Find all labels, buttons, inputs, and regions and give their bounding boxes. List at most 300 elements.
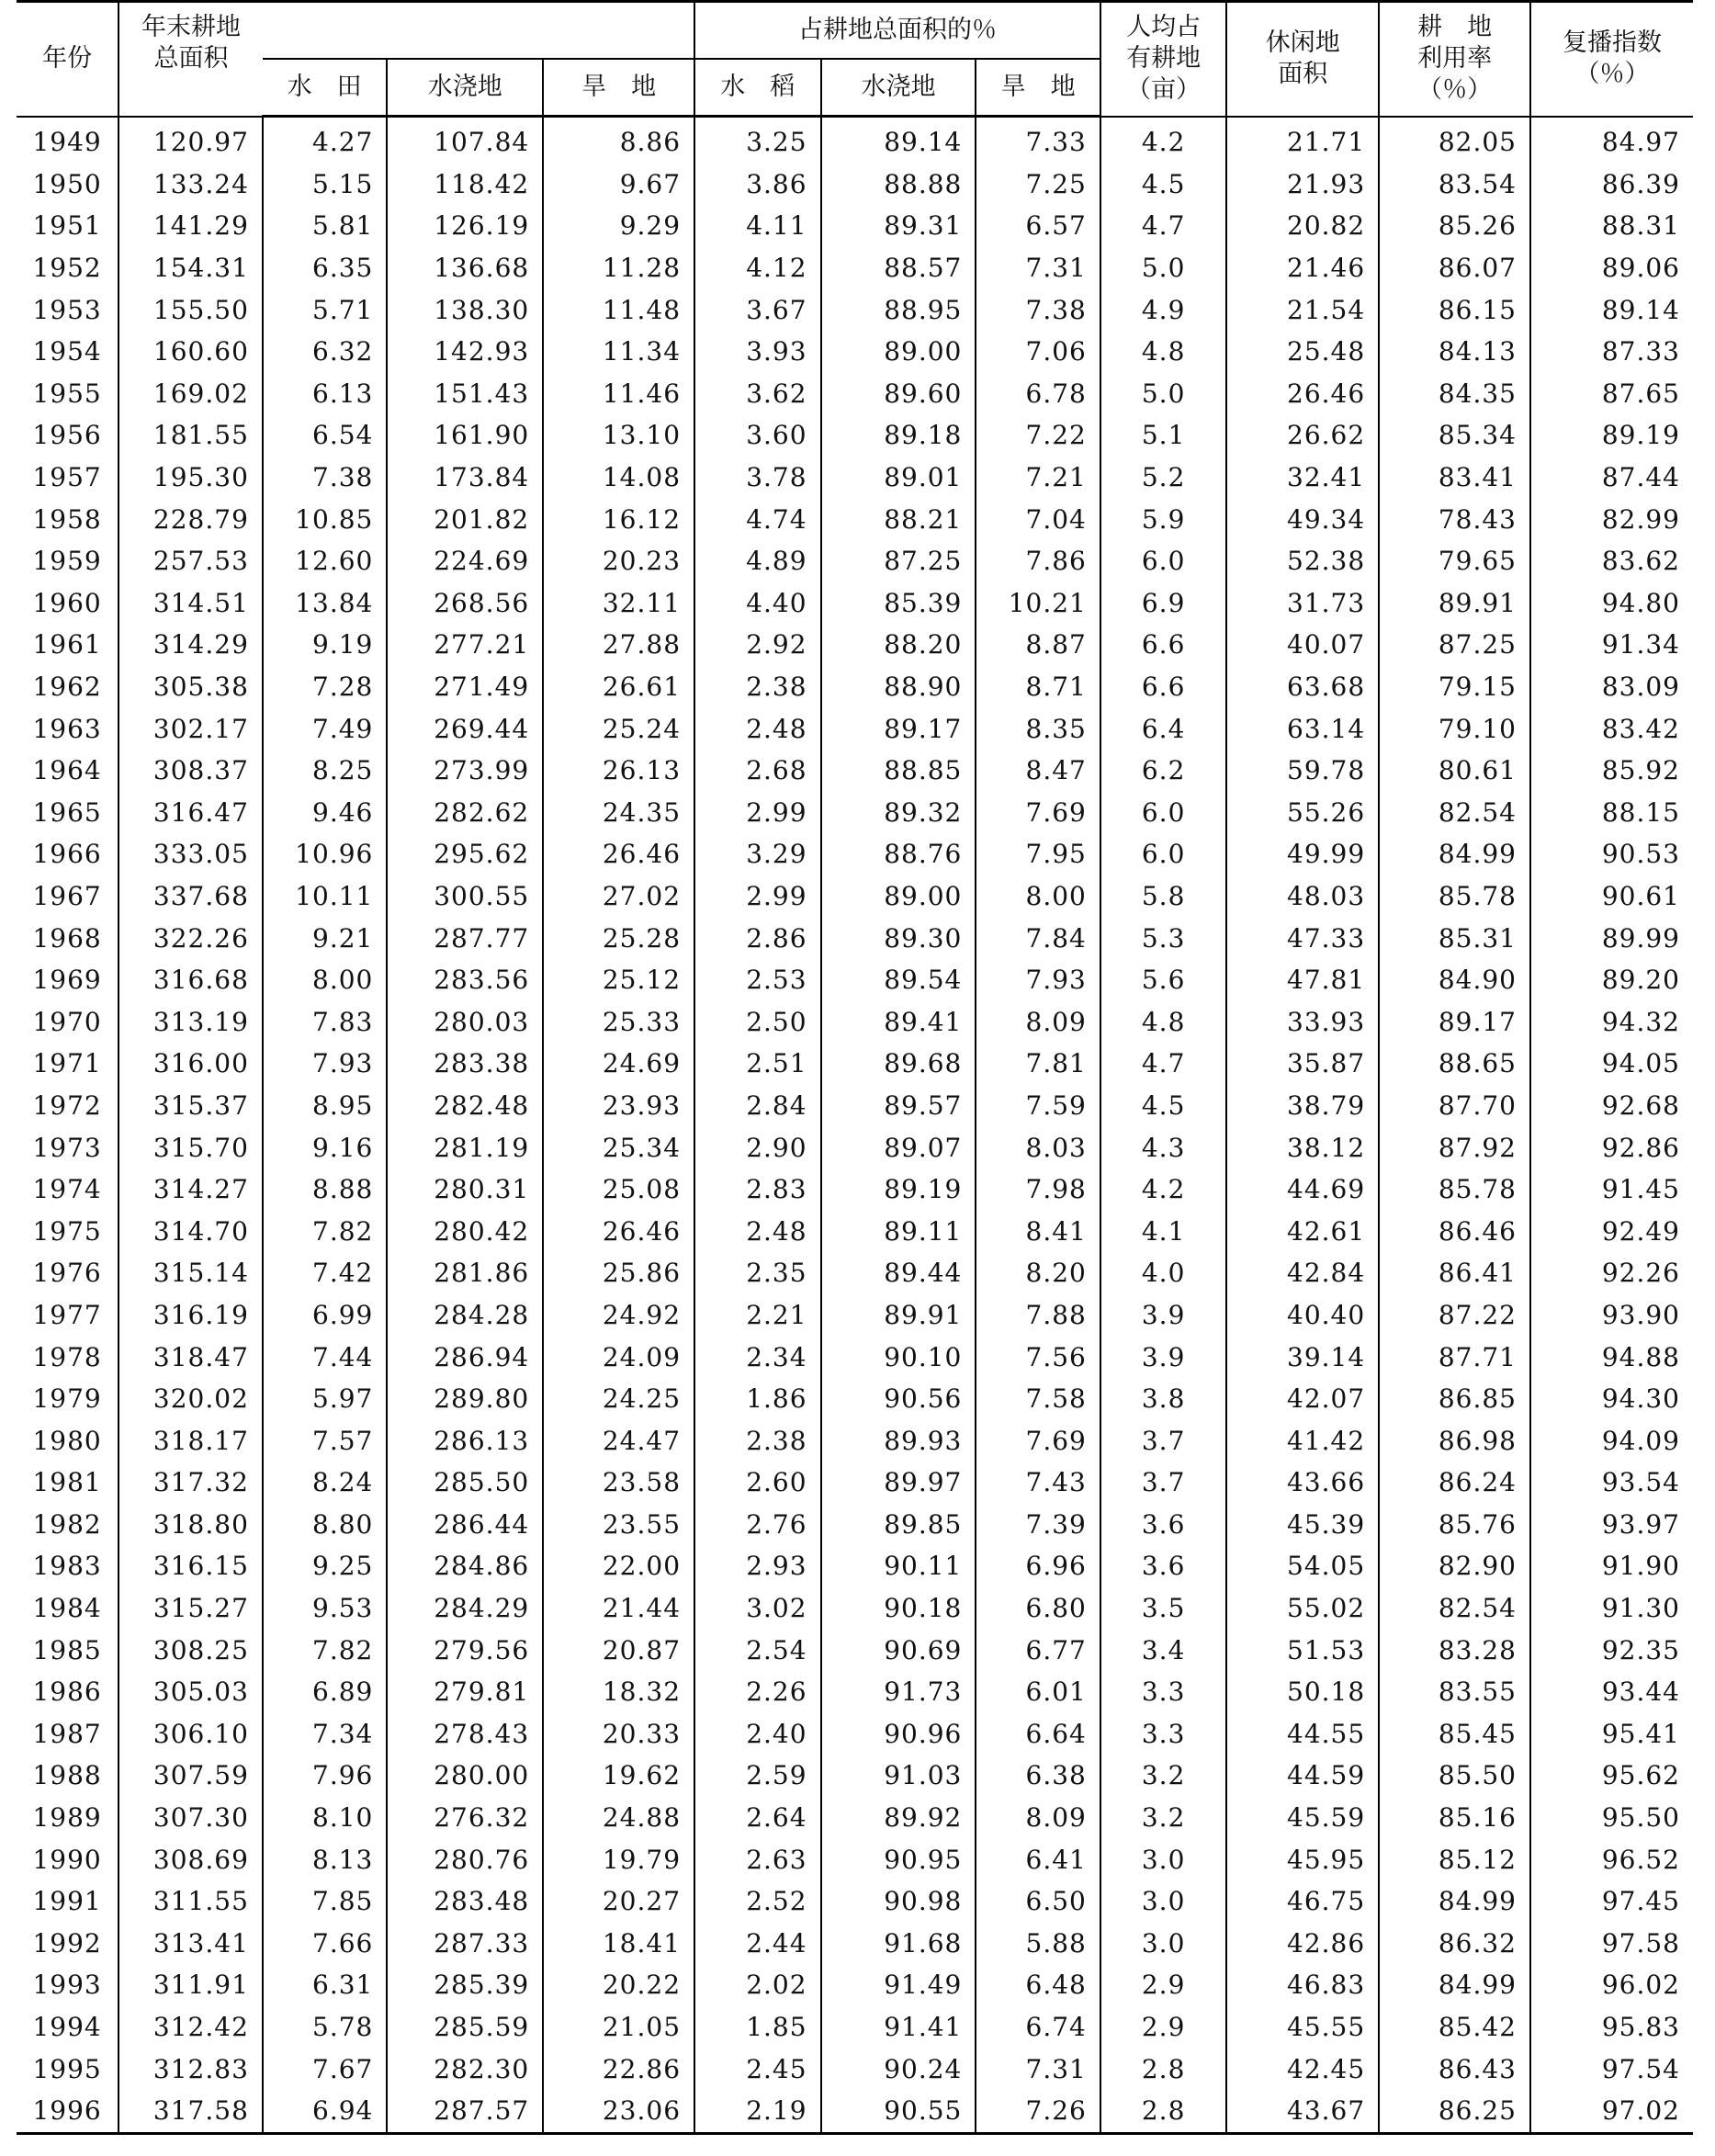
table-row — [17, 1419, 1693, 1462]
cell-multi-crop: 97.45 — [1530, 1880, 1693, 1923]
cell-fallow: 38.12 — [1226, 1126, 1379, 1168]
cell-multi-crop: 91.30 — [1530, 1587, 1693, 1630]
cell-pct-dry: 8.41 — [976, 1210, 1100, 1252]
cell-irrigated: 126.19 — [387, 205, 543, 247]
cell-multi-crop: 87.65 — [1530, 373, 1693, 415]
cell-year: 1955 — [17, 373, 118, 415]
cell-multi-crop: 91.45 — [1530, 1168, 1693, 1211]
cell-utilization: 83.54 — [1379, 164, 1530, 206]
cell-paddy: 7.82 — [263, 1210, 387, 1252]
cell-year: 1964 — [17, 750, 118, 792]
cell-dry: 25.33 — [543, 1000, 694, 1043]
cell-per-capita: 2.8 — [1100, 2090, 1227, 2133]
cell-pct-rice: 2.53 — [694, 959, 821, 1001]
cell-paddy: 6.35 — [263, 247, 387, 289]
cell-pct-dry: 6.57 — [976, 205, 1100, 247]
cell-year: 1969 — [17, 959, 118, 1001]
cell-paddy: 5.97 — [263, 1378, 387, 1420]
cell-fallow: 39.14 — [1226, 1336, 1379, 1378]
table-row — [17, 205, 1693, 247]
table-row — [17, 1462, 1693, 1504]
cell-year: 1963 — [17, 707, 118, 750]
cell-dry: 27.02 — [543, 875, 694, 918]
cell-multi-crop: 89.19 — [1530, 414, 1693, 457]
cell-per-capita: 3.3 — [1100, 1671, 1227, 1713]
table-row — [17, 1964, 1693, 2006]
cell-irrigated: 269.44 — [387, 707, 543, 750]
cell-per-capita: 3.4 — [1100, 1629, 1227, 1671]
cell-year: 1991 — [17, 1880, 118, 1923]
cell-total-area: 317.32 — [118, 1462, 263, 1504]
cell-pct-dry: 7.93 — [976, 959, 1100, 1001]
cell-year: 1957 — [17, 457, 118, 499]
cell-utilization: 85.50 — [1379, 1755, 1530, 1797]
cell-year: 1977 — [17, 1294, 118, 1337]
cell-total-area: 305.38 — [118, 666, 263, 708]
cell-year: 1987 — [17, 1713, 118, 1755]
cell-total-area: 314.27 — [118, 1168, 263, 1211]
cell-year: 1976 — [17, 1252, 118, 1294]
cell-total-area: 311.55 — [118, 1880, 263, 1923]
cell-year: 1956 — [17, 414, 118, 457]
cell-multi-crop: 96.02 — [1530, 1964, 1693, 2006]
cell-irrigated: 287.57 — [387, 2090, 543, 2133]
cell-utilization: 82.90 — [1379, 1545, 1530, 1587]
cell-total-area: 313.41 — [118, 1923, 263, 1965]
cell-fallow: 52.38 — [1226, 540, 1379, 582]
cell-year: 1973 — [17, 1126, 118, 1168]
cell-irrigated: 273.99 — [387, 750, 543, 792]
cell-pct-rice: 3.86 — [694, 164, 821, 206]
cell-dry: 18.32 — [543, 1671, 694, 1713]
cell-total-area: 315.37 — [118, 1085, 263, 1127]
table-row — [17, 1838, 1693, 1880]
cell-pct-rice: 3.62 — [694, 373, 821, 415]
cell-pct-dry: 7.31 — [976, 2048, 1100, 2090]
cell-irrigated: 285.59 — [387, 2006, 543, 2049]
table-row — [17, 1587, 1693, 1630]
cell-utilization: 79.65 — [1379, 540, 1530, 582]
table-row — [17, 2090, 1693, 2133]
cell-total-area: 306.10 — [118, 1713, 263, 1755]
cell-pct-irrigated: 91.03 — [821, 1755, 976, 1797]
cell-fallow: 38.79 — [1226, 1085, 1379, 1127]
cell-dry: 24.09 — [543, 1336, 694, 1378]
cell-year: 1958 — [17, 498, 118, 540]
cell-dry: 21.05 — [543, 2006, 694, 2049]
cell-utilization: 87.22 — [1379, 1294, 1530, 1337]
cell-dry: 24.92 — [543, 1294, 694, 1337]
cell-pct-dry: 6.41 — [976, 1838, 1100, 1880]
cell-irrigated: 161.90 — [387, 414, 543, 457]
cell-utilization: 89.17 — [1379, 1000, 1530, 1043]
cell-paddy: 6.99 — [263, 1294, 387, 1337]
cell-paddy: 6.32 — [263, 331, 387, 373]
cell-year: 1996 — [17, 2090, 118, 2133]
cell-total-area: 302.17 — [118, 707, 263, 750]
cell-fallow: 26.46 — [1226, 373, 1379, 415]
header-fallow: 休闲地 面积 — [1226, 2, 1379, 117]
cell-pct-dry: 7.22 — [976, 414, 1100, 457]
cell-multi-crop: 89.20 — [1530, 959, 1693, 1001]
cell-pct-irrigated: 89.44 — [821, 1252, 976, 1294]
cell-multi-crop: 93.97 — [1530, 1504, 1693, 1546]
cell-multi-crop: 92.26 — [1530, 1252, 1693, 1294]
cell-per-capita: 6.6 — [1100, 666, 1227, 708]
cell-paddy: 7.44 — [263, 1336, 387, 1378]
cell-fallow: 25.48 — [1226, 331, 1379, 373]
cell-pct-dry: 6.01 — [976, 1671, 1100, 1713]
cell-per-capita: 4.0 — [1100, 1252, 1227, 1294]
table-row — [17, 1168, 1693, 1211]
cell-per-capita: 4.5 — [1100, 164, 1227, 206]
cell-paddy: 7.85 — [263, 1880, 387, 1923]
cell-fallow: 43.67 — [1226, 2090, 1379, 2133]
cell-year: 1975 — [17, 1210, 118, 1252]
cell-pct-irrigated: 89.97 — [821, 1462, 976, 1504]
table-row — [17, 833, 1693, 875]
table-row — [17, 117, 1693, 164]
table-row — [17, 624, 1693, 666]
cell-multi-crop: 92.68 — [1530, 1085, 1693, 1127]
cell-irrigated: 151.43 — [387, 373, 543, 415]
cell-pct-irrigated: 88.20 — [821, 624, 976, 666]
cell-fallow: 33.93 — [1226, 1000, 1379, 1043]
cell-per-capita: 5.2 — [1100, 457, 1227, 499]
cell-paddy: 7.57 — [263, 1419, 387, 1462]
table-row — [17, 582, 1693, 625]
cell-pct-rice: 3.25 — [694, 117, 821, 164]
cell-paddy: 7.42 — [263, 1252, 387, 1294]
cell-year: 1952 — [17, 247, 118, 289]
cell-pct-dry: 6.48 — [976, 1964, 1100, 2006]
cell-multi-crop: 94.80 — [1530, 582, 1693, 625]
cell-fallow: 32.41 — [1226, 457, 1379, 499]
cell-utilization: 86.85 — [1379, 1378, 1530, 1420]
cell-year: 1985 — [17, 1629, 118, 1671]
cell-year: 1979 — [17, 1378, 118, 1420]
header-year: 年份 — [17, 2, 118, 117]
table-row — [17, 331, 1693, 373]
cell-paddy: 5.81 — [263, 205, 387, 247]
cell-total-area: 154.31 — [118, 247, 263, 289]
cell-pct-irrigated: 90.11 — [821, 1545, 976, 1587]
table-row — [17, 2048, 1693, 2090]
cell-dry: 13.10 — [543, 414, 694, 457]
cell-pct-irrigated: 88.88 — [821, 164, 976, 206]
cell-multi-crop: 95.83 — [1530, 2006, 1693, 2049]
cell-total-area: 316.00 — [118, 1043, 263, 1085]
table-row — [17, 1126, 1693, 1168]
cell-total-area: 314.51 — [118, 582, 263, 625]
cell-pct-irrigated: 89.01 — [821, 457, 976, 499]
cell-paddy: 9.16 — [263, 1126, 387, 1168]
cell-fallow: 35.87 — [1226, 1043, 1379, 1085]
cell-pct-dry: 8.09 — [976, 1797, 1100, 1839]
cell-pct-dry: 7.86 — [976, 540, 1100, 582]
cell-paddy: 8.10 — [263, 1797, 387, 1839]
cell-multi-crop: 97.02 — [1530, 2090, 1693, 2133]
cell-multi-crop: 83.62 — [1530, 540, 1693, 582]
cell-irrigated: 118.42 — [387, 164, 543, 206]
cell-per-capita: 5.8 — [1100, 875, 1227, 918]
cell-fallow: 43.66 — [1226, 1462, 1379, 1504]
cell-dry: 20.22 — [543, 1964, 694, 2006]
cell-pct-irrigated: 90.18 — [821, 1587, 976, 1630]
cell-total-area: 318.17 — [118, 1419, 263, 1462]
cell-year: 1972 — [17, 1085, 118, 1127]
cell-pct-irrigated: 90.56 — [821, 1378, 976, 1420]
cell-paddy: 8.24 — [263, 1462, 387, 1504]
cell-utilization: 86.41 — [1379, 1252, 1530, 1294]
table-row — [17, 1545, 1693, 1587]
cell-fallow: 51.53 — [1226, 1629, 1379, 1671]
cell-total-area: 315.70 — [118, 1126, 263, 1168]
cell-multi-crop: 93.54 — [1530, 1462, 1693, 1504]
cell-pct-rice: 2.02 — [694, 1964, 821, 2006]
cell-utilization: 87.70 — [1379, 1085, 1530, 1127]
cell-dry: 20.23 — [543, 540, 694, 582]
cell-irrigated: 277.21 — [387, 624, 543, 666]
cell-pct-rice: 2.59 — [694, 1755, 821, 1797]
cell-per-capita: 6.0 — [1100, 833, 1227, 875]
cell-pct-rice: 2.45 — [694, 2048, 821, 2090]
cell-irrigated: 280.00 — [387, 1755, 543, 1797]
cell-per-capita: 5.3 — [1100, 917, 1227, 959]
cell-dry: 11.46 — [543, 373, 694, 415]
cell-pct-dry: 7.43 — [976, 1462, 1100, 1504]
cell-fallow: 47.81 — [1226, 959, 1379, 1001]
cell-per-capita: 3.5 — [1100, 1587, 1227, 1630]
cell-fallow: 47.33 — [1226, 917, 1379, 959]
cell-pct-irrigated: 91.49 — [821, 1964, 976, 2006]
cell-per-capita: 4.5 — [1100, 1085, 1227, 1127]
cell-paddy: 9.46 — [263, 792, 387, 834]
cell-year: 1965 — [17, 792, 118, 834]
cell-pct-dry: 7.95 — [976, 833, 1100, 875]
cell-paddy: 7.67 — [263, 2048, 387, 2090]
cell-multi-crop: 89.14 — [1530, 288, 1693, 331]
table-row — [17, 288, 1693, 331]
cell-irrigated: 300.55 — [387, 875, 543, 918]
table-row — [17, 1755, 1693, 1797]
cell-paddy: 7.93 — [263, 1043, 387, 1085]
cell-pct-rice: 2.44 — [694, 1923, 821, 1965]
cell-irrigated: 107.84 — [387, 117, 543, 164]
cell-utilization: 87.25 — [1379, 624, 1530, 666]
cell-total-area: 316.19 — [118, 1294, 263, 1337]
cell-utilization: 82.05 — [1379, 117, 1530, 164]
cell-year: 1966 — [17, 833, 118, 875]
cell-pct-dry: 5.88 — [976, 1923, 1100, 1965]
cell-paddy: 13.84 — [263, 582, 387, 625]
cell-irrigated: 285.50 — [387, 1462, 543, 1504]
cell-irrigated: 284.28 — [387, 1294, 543, 1337]
cell-irrigated: 284.29 — [387, 1587, 543, 1630]
cell-pct-rice: 2.51 — [694, 1043, 821, 1085]
cell-pct-irrigated: 89.93 — [821, 1419, 976, 1462]
table-row — [17, 707, 1693, 750]
cell-utilization: 89.91 — [1379, 582, 1530, 625]
cell-pct-irrigated: 89.60 — [821, 373, 976, 415]
cell-pct-irrigated: 90.96 — [821, 1713, 976, 1755]
cell-dry: 22.00 — [543, 1545, 694, 1587]
cell-paddy: 7.66 — [263, 1923, 387, 1965]
cell-fallow: 44.69 — [1226, 1168, 1379, 1211]
cell-paddy: 6.13 — [263, 373, 387, 415]
cell-fallow: 46.83 — [1226, 1964, 1379, 2006]
cell-dry: 8.86 — [543, 117, 694, 164]
cell-paddy: 4.27 — [263, 117, 387, 164]
cell-pct-rice: 2.90 — [694, 1126, 821, 1168]
cell-multi-crop: 91.34 — [1530, 624, 1693, 666]
cell-pct-irrigated: 89.41 — [821, 1000, 976, 1043]
cell-dry: 9.67 — [543, 164, 694, 206]
cell-per-capita: 5.6 — [1100, 959, 1227, 1001]
cell-utilization: 86.15 — [1379, 288, 1530, 331]
cell-utilization: 84.99 — [1379, 1964, 1530, 2006]
cell-total-area: 308.69 — [118, 1838, 263, 1880]
cell-year: 1949 — [17, 117, 118, 164]
cell-pct-dry: 8.87 — [976, 624, 1100, 666]
table-row — [17, 1629, 1693, 1671]
cell-pct-irrigated: 89.68 — [821, 1043, 976, 1085]
cell-fallow: 21.93 — [1226, 164, 1379, 206]
cell-pct-irrigated: 89.92 — [821, 1797, 976, 1839]
cell-dry: 9.29 — [543, 205, 694, 247]
table-row — [17, 247, 1693, 289]
cell-pct-rice: 2.21 — [694, 1294, 821, 1337]
cell-pct-irrigated: 89.18 — [821, 414, 976, 457]
cell-dry: 24.88 — [543, 1797, 694, 1839]
cell-utilization: 85.45 — [1379, 1713, 1530, 1755]
cell-paddy: 7.38 — [263, 457, 387, 499]
cell-per-capita: 4.7 — [1100, 205, 1227, 247]
cell-pct-dry: 7.84 — [976, 917, 1100, 959]
cell-per-capita: 4.2 — [1100, 117, 1227, 164]
cell-per-capita: 3.9 — [1100, 1294, 1227, 1337]
cell-pct-dry: 7.56 — [976, 1336, 1100, 1378]
header-per-capita: 人均占 有耕地 （亩） — [1100, 2, 1227, 117]
cell-utilization: 83.28 — [1379, 1629, 1530, 1671]
cell-paddy: 8.25 — [263, 750, 387, 792]
cell-irrigated: 282.62 — [387, 792, 543, 834]
cell-pct-dry: 10.21 — [976, 582, 1100, 625]
cell-pct-dry: 6.50 — [976, 1880, 1100, 1923]
cell-per-capita: 4.9 — [1100, 288, 1227, 331]
cell-dry: 19.79 — [543, 1838, 694, 1880]
cell-pct-rice: 1.85 — [694, 2006, 821, 2049]
cell-year: 1983 — [17, 1545, 118, 1587]
cell-irrigated: 271.49 — [387, 666, 543, 708]
cell-irrigated: 282.48 — [387, 1085, 543, 1127]
cell-pct-irrigated: 90.69 — [821, 1629, 976, 1671]
cell-dry: 25.86 — [543, 1252, 694, 1294]
cell-pct-irrigated: 89.32 — [821, 792, 976, 834]
cell-irrigated: 138.30 — [387, 288, 543, 331]
cell-utilization: 87.92 — [1379, 1126, 1530, 1168]
cell-irrigated: 279.81 — [387, 1671, 543, 1713]
cell-utilization: 86.46 — [1379, 1210, 1530, 1252]
cell-pct-dry: 8.20 — [976, 1252, 1100, 1294]
cell-year: 1950 — [17, 164, 118, 206]
cell-total-area: 322.26 — [118, 917, 263, 959]
cell-per-capita: 3.6 — [1100, 1545, 1227, 1587]
table-row — [17, 1085, 1693, 1127]
cell-dry: 19.62 — [543, 1755, 694, 1797]
cell-pct-dry: 6.64 — [976, 1713, 1100, 1755]
cell-multi-crop: 93.44 — [1530, 1671, 1693, 1713]
cell-per-capita: 2.9 — [1100, 1964, 1227, 2006]
cell-dry: 23.55 — [543, 1504, 694, 1546]
table-row — [17, 2006, 1693, 2049]
table-row — [17, 1923, 1693, 1965]
cell-dry: 24.69 — [543, 1043, 694, 1085]
cell-dry: 25.12 — [543, 959, 694, 1001]
farmland-statistics-table — [17, 0, 1693, 2135]
cell-paddy: 8.00 — [263, 959, 387, 1001]
cell-paddy: 10.96 — [263, 833, 387, 875]
cell-utilization: 87.71 — [1379, 1336, 1530, 1378]
cell-utilization: 85.42 — [1379, 2006, 1530, 2049]
cell-pct-rice: 2.99 — [694, 875, 821, 918]
cell-per-capita: 3.7 — [1100, 1462, 1227, 1504]
cell-per-capita: 4.8 — [1100, 1000, 1227, 1043]
cell-dry: 23.58 — [543, 1462, 694, 1504]
cell-year: 1989 — [17, 1797, 118, 1839]
cell-pct-dry: 7.58 — [976, 1378, 1100, 1420]
cell-pct-irrigated: 88.95 — [821, 288, 976, 331]
cell-multi-crop: 92.49 — [1530, 1210, 1693, 1252]
cell-pct-dry: 7.04 — [976, 498, 1100, 540]
cell-year: 1960 — [17, 582, 118, 625]
cell-total-area: 181.55 — [118, 414, 263, 457]
table-row — [17, 1000, 1693, 1043]
table-row — [17, 457, 1693, 499]
table-row — [17, 1713, 1693, 1755]
cell-per-capita: 3.2 — [1100, 1797, 1227, 1839]
cell-paddy: 9.25 — [263, 1545, 387, 1587]
cell-irrigated: 283.38 — [387, 1043, 543, 1085]
header-pct-irrigated: 水浇地 — [821, 59, 976, 117]
cell-irrigated: 280.76 — [387, 1838, 543, 1880]
cell-paddy: 7.83 — [263, 1000, 387, 1043]
cell-paddy: 8.13 — [263, 1838, 387, 1880]
cell-pct-dry: 7.88 — [976, 1294, 1100, 1337]
cell-utilization: 85.76 — [1379, 1504, 1530, 1546]
cell-fallow: 55.26 — [1226, 792, 1379, 834]
cell-pct-rice: 3.60 — [694, 414, 821, 457]
cell-total-area: 313.19 — [118, 1000, 263, 1043]
table-row — [17, 1294, 1693, 1337]
cell-fallow: 63.68 — [1226, 666, 1379, 708]
cell-per-capita: 6.2 — [1100, 750, 1227, 792]
cell-total-area: 312.42 — [118, 2006, 263, 2049]
cell-total-area: 333.05 — [118, 833, 263, 875]
cell-total-area: 311.91 — [118, 1964, 263, 2006]
cell-paddy: 6.94 — [263, 2090, 387, 2133]
cell-total-area: 133.24 — [118, 164, 263, 206]
cell-year: 1962 — [17, 666, 118, 708]
cell-dry: 26.61 — [543, 666, 694, 708]
cell-pct-rice: 4.11 — [694, 205, 821, 247]
cell-fallow: 42.86 — [1226, 1923, 1379, 1965]
cell-dry: 27.88 — [543, 624, 694, 666]
cell-paddy: 7.96 — [263, 1755, 387, 1797]
cell-pct-dry: 7.98 — [976, 1168, 1100, 1211]
cell-total-area: 141.29 — [118, 205, 263, 247]
cell-irrigated: 281.19 — [387, 1126, 543, 1168]
